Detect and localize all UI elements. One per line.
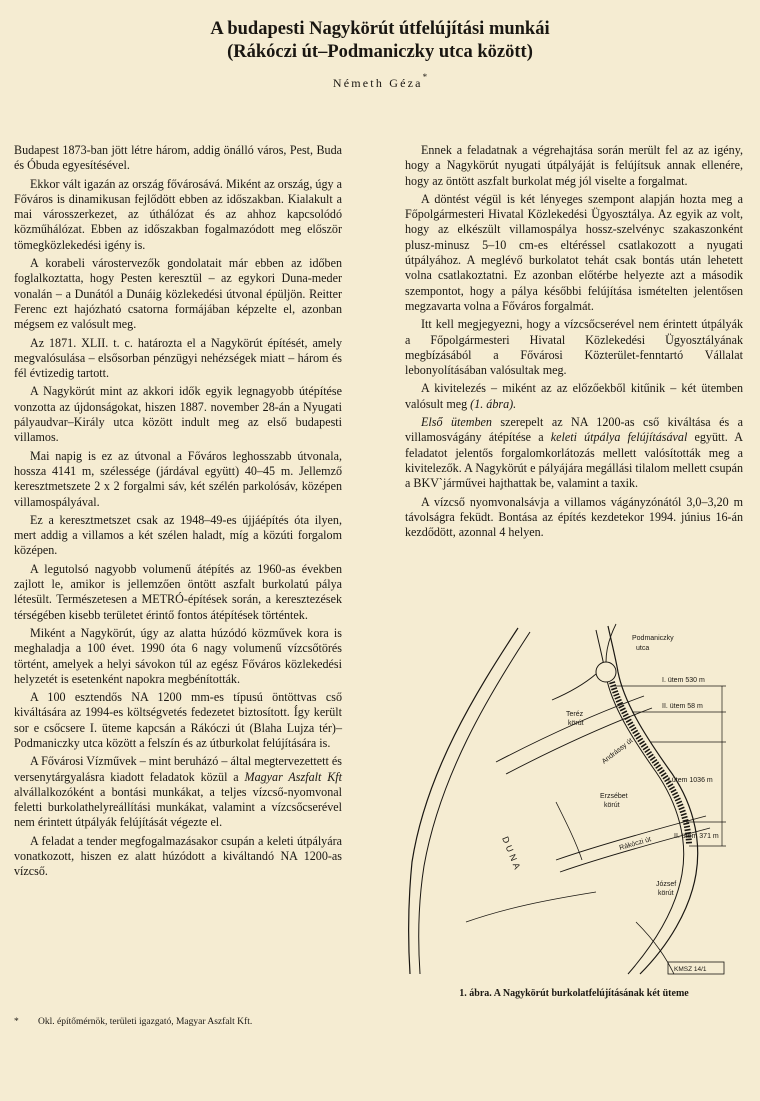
paragraph: Ez a keresztmetszet csak az 1948–49-es újjáépítés óta ilyen, mert addig a villamos a két szélen haladt, míg a közúti forgalom középen. <box>14 512 342 558</box>
paragraph: Ennek a feladatnak a végrehajtása során merült fel az az igény, hogy a Nagykörút nyugati útpályáját is felújítsuk annak ellenére, hogy az öntött aszfalt burkolat még jól viselte a forgalmat. <box>405 143 743 188</box>
paragraph: Ekkor vált igazán az ország fővárosává. Miként az ország, úgy a Főváros is dinamikusan fejlődött ebben az időszakban. Kialakult a mai városszerkezet, az úthálózat és az ahhoz kapcsolódó közműhálózat. Ebben az időszakban fogalmazódott meg először tömegközlekedési igény is. <box>14 176 342 252</box>
article-subtitle: (Rákóczi út–Podmaniczky utca között) <box>227 42 533 62</box>
label-erzsebet-korut: Erzsébet <box>600 793 628 800</box>
danube-bank-line <box>419 632 530 974</box>
footnote-mark: * <box>14 1017 19 1027</box>
label-jozsef-korut: körút <box>658 890 674 897</box>
paragraph: Miként a Nagykörút, úgy az alatta húzódó közművek kora is meghaladja a 100 évet. 1990 óta 6 nagy volumenű vízcsőtörés történt, amelyek a helyi sávokon túl az egész Főváros közlekedési helyzetét is esetenként napokra megbénították. <box>14 625 342 686</box>
figure-map <box>406 622 742 992</box>
author-footnote-mark: * <box>422 72 428 82</box>
paragraph <box>14 754 342 830</box>
nagykorut-map <box>406 622 742 982</box>
label-duna: DUNA <box>500 835 524 874</box>
paragraph: Budapest 1873-ban jött létre három, addig önálló város, Pest, Buda és Óbuda egyesítésével. <box>14 143 342 173</box>
paragraph <box>405 381 743 412</box>
paragraph: Az 1871. XLII. t. c. határozta el a Nagykörút építését, amely megvalósulása – elsősorban pénzügyi nehézségek miatt – három és fél évtizedig tartott. <box>14 335 342 381</box>
paragraph-text: alvállalkozóként a bontási munkákat, a teljes vízcső-nyomvonal feletti burkolathelyreállítási munkákat, valamint a vízcsőcserével nem érintett útpályák felújítását végezte el. <box>14 784 342 830</box>
danube-bank-line <box>409 628 518 974</box>
article-header <box>0 18 760 91</box>
paragraph: A Nagykörút mint az akkori idők egyik legnagyobb útépítése vonzotta az újdonságokat, hiszen 1887. november 28-án a Nyugati pályaudvar–Király utca között indult meg az első budapesti villamos. <box>14 384 342 445</box>
label-erzsebet-korut: körút <box>604 802 620 809</box>
stamp-label: KMSZ 14/1 <box>674 966 707 973</box>
right-column <box>405 143 743 543</box>
paragraph: A vízcső nyomvonalsávja a villamos vágányzónától 3,0–3,20 m távolságra feküdt. Bontása az építés kezdetekor 1994. június 16-án kezdődött, azonnal 4 helyen. <box>405 494 743 540</box>
nyugati-square <box>596 662 616 682</box>
label-terez-korut: körút <box>568 720 584 727</box>
label-stage: I. ütem 530 m <box>662 677 705 684</box>
author-line <box>0 72 760 91</box>
left-column <box>14 143 342 883</box>
label-stage: II. ütem 371 m <box>674 833 719 840</box>
article-title: A budapesti Nagykörút útfelújítási munkái <box>210 19 550 39</box>
paragraph: A legutolsó nagyobb volumenű átépítés az 1960-as években zajlott le, amikor is jellemzően öntött aszfalt burkolatú pálya létesült. Természetesen a METRÓ-építések során, a keresztezések térségében kisebb területet érintő fontos átépítések történtek. <box>14 561 342 622</box>
paragraph-emphasis: keleti útpálya felújításával <box>550 430 688 445</box>
label-podmaniczky: Podmaniczky <box>632 635 674 642</box>
label-stage: I.ütem 1036 m <box>668 777 713 784</box>
paragraph-emphasis: Első ütemben <box>421 415 492 430</box>
paragraph-text: szerepelt az NA 1200-as cső kiváltása és a villamosvágány átépítése a <box>405 415 743 445</box>
paragraph: A korabeli várostervezők gondolatait már ebben az időben foglalkoztatta, hogy Pesten keresztül – az egykori Duna-meder vonalán – a Dunától a Dunáig közlekedési útvonal épüljön. Reitter Ferenc ezt hajózható csatorna formájában képzelte el, azonban mégsem ez valósult meg. <box>14 256 342 332</box>
label-podmaniczky: utca <box>636 645 650 652</box>
author-name: Németh Géza <box>332 76 423 90</box>
footnote-text: Okl. építőmérnök, területi igazgató, Magyar Aszfalt Kft. <box>38 1017 253 1027</box>
paragraph: A feladat a tender megfogalmazásakor csupán a keleti útpályára vonatkozott, hiszen ez alatt húzódott a kiváltandó NA 1200-as vízcső. <box>14 833 342 879</box>
figure-caption: 1. ábra. A Nagykörút burkolatfelújításának két üteme <box>459 988 689 999</box>
footnote <box>14 1016 354 1028</box>
label-jozsef-korut: József <box>656 881 677 888</box>
label-terez-korut: Teréz <box>566 711 584 718</box>
paragraph <box>405 415 743 491</box>
label-stage: II. ütem 58 m <box>662 703 703 710</box>
paragraph-text: A kivitelezés – miként az az előzőekből kitűnik – két ütemben valósult meg <box>405 381 743 411</box>
company-name: Magyar Aszfalt Kft <box>244 769 342 784</box>
paragraph: Itt kell megjegyezni, hogy a vízcsőcserével nem érintett útpályák a Főpolgármesteri Hivatal Közlekedési Ügyosztályának megbízásából a Fővárosi Közterület-fenntartó Vállalat lebonyolításában valósultak meg. <box>405 317 743 378</box>
paragraph: A 100 esztendős NA 1200 mm-es típusú öntöttvas cső kiváltására az 1994-es költségvetés fedezetet biztosított. Így került sor e csőcsere I. üteme kapcsán a Rákóczi út (Blaha Lujza tér)–Podmaniczky utca között a felszín és az útburkolat felújítására is. <box>14 690 342 750</box>
label-rakoczi: Rákóczi út <box>618 836 652 852</box>
paragraph-text: együtt. A feladatot jelentős forgalomkorlátozás mellett valósították meg a kivitelezők. A Nagykörút e pályájára megállási tilalom mellett csupán a BKV`járművei hajthattak be, valamint a taxik. <box>405 430 743 491</box>
label-andrassy: Andrássy út <box>600 737 635 766</box>
street-line <box>556 802 582 860</box>
street-line <box>466 892 596 922</box>
street-line <box>552 674 596 700</box>
paragraph: Mai napig is ez az útvonal a Főváros leghosszabb útvonala, hossza 4141 m, szélessége (járdával együtt) 40–45 m. Jellemző keresztmetszete 2 x 2 forgalmi sáv, két szélén parkolósáv, középen villamospályával. <box>14 448 342 509</box>
figure-reference: (1. ábra). <box>470 396 517 411</box>
paragraph-text: A Fővárosi Vízművek – mint beruházó – által megtervezettett és versenytárgyalásra kiadott feladatok közül a <box>14 754 342 784</box>
paragraph: A döntést végül is két lényeges szempont alapján hozta meg a Főpolgármesteri Hivatal Közlekedési Ügyosztálya. Az egyik az volt, hogy az elkészült villamospálya hossz-szelvényc szakaszonként plusz-minusz 5–10 cm-es eltéréssel csatlakozott a nyugati útpályához. A meglévő burkolatot tehát csak bontás után lehetett volna csatlakoztatni. Ez azonban előtérbe helyezte azt a második szempontot, hogy a pálya későbbi felújítása ismételten jelentősen megzavarta volna a Főváros forgalmát. <box>405 191 743 313</box>
